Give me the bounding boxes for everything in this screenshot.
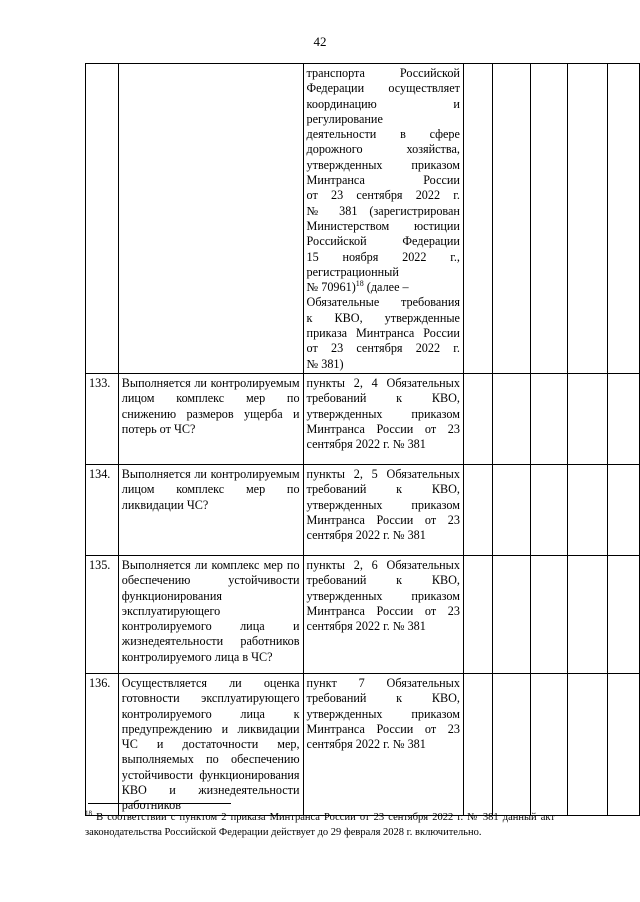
- reference-line: деятельности в сфере: [306, 127, 460, 142]
- empty-cell: [493, 373, 531, 464]
- empty-cell: [493, 673, 531, 815]
- empty-cell: [463, 464, 492, 555]
- footnote-marker: 18: [85, 809, 92, 818]
- empty-cell: [568, 673, 608, 815]
- empty-cell: [463, 373, 492, 464]
- question-cell: Выполняется ли контролируемым лицом комплекс мер по ликвидации ЧС?: [118, 464, 303, 555]
- empty-cell: [568, 464, 608, 555]
- reference-line: Обязательные требования: [306, 295, 460, 310]
- empty-cell: [493, 464, 531, 555]
- page-number: 42: [313, 34, 327, 49]
- empty-cell: [568, 555, 608, 673]
- empty-cell: [530, 64, 568, 374]
- table-row: [86, 373, 640, 464]
- reference-line-with-footnote: [307, 280, 460, 295]
- empty-cell: [608, 673, 640, 815]
- row-number: 134.: [86, 464, 119, 555]
- empty-cell: [530, 673, 568, 815]
- empty-cell: [568, 373, 608, 464]
- reference-line: от 23 сентября 2022 г.: [306, 341, 460, 356]
- table-row: [86, 555, 640, 673]
- reference-cell: пункты 2, 4 Обязательных требований к КВО, утвержденных приказом Минтранса России от 23 сентября 2022 г. № 381: [303, 373, 463, 464]
- reference-line: (далее –: [363, 280, 409, 295]
- empty-cell: [530, 555, 568, 673]
- reference-line: Российской Федерации: [306, 234, 460, 249]
- question-cell: Выполняется ли контролируемым лицом комплекс мер по снижению размеров ущерба и потерь от ЧС?: [118, 373, 303, 464]
- empty-cell: [530, 464, 568, 555]
- footnote-ref: 18: [355, 279, 364, 289]
- reference-line: регистрационный: [306, 264, 399, 279]
- empty-cell: [608, 555, 640, 673]
- reference-line: приказа Минтранса России: [306, 326, 460, 341]
- empty-cell: [608, 64, 640, 374]
- reference-line: № 70961): [306, 280, 356, 295]
- reference-line: 15 ноября 2022 г.,: [306, 249, 460, 264]
- reference-cell: [303, 64, 463, 374]
- reference-line: Федерации осуществляет: [306, 81, 460, 96]
- reference-line: к КВО, утвержденные: [306, 310, 460, 325]
- table-row: [86, 464, 640, 555]
- footnote: [85, 811, 555, 840]
- question-cell: Осуществляется ли оценка готовности эксплуатирующего контролируемого лица к предупреждению и ликвидации ЧС и достаточности мер, выполняемых по обеспечению устойчивости функционирования КВО и жизнедеятельности работников: [118, 673, 303, 815]
- row-number: 136.: [86, 673, 119, 815]
- empty-cell: [463, 673, 492, 815]
- empty-cell: [568, 64, 608, 374]
- reference-line: от 23 сентября 2022 г.: [306, 188, 460, 203]
- table-row: [86, 64, 640, 374]
- empty-cell: [463, 64, 492, 374]
- reference-cell: пункты 2, 6 Обязательных требований к КВО, утвержденных приказом Минтранса России от 23 сентября 2022 г. № 381: [303, 555, 463, 673]
- question-cell: Выполняется ли комплекс мер по обеспечению устойчивости функционирования эксплуатирующего контролируемого лица и жизнедеятельности работников контролируемого лица в ЧС?: [118, 555, 303, 673]
- reference-line: № 381 (зарегистрирован: [306, 203, 460, 218]
- row-number: 135.: [86, 555, 119, 673]
- empty-cell: [608, 373, 640, 464]
- reference-line: Министерством юстиции: [306, 218, 460, 233]
- footnote-text: В соответствии с пунктом 2 приказа Минтранса России от 23 сентября 2022 г. № 381 данный акт законодательства Российской Федерации действует до 29 февраля 2028 г. включительно.: [85, 812, 555, 838]
- reference-line: утвержденных приказом: [306, 157, 460, 172]
- reference-line: транспорта Российской: [306, 66, 460, 80]
- empty-cell: [493, 64, 531, 374]
- footnote-divider: [88, 803, 231, 804]
- checklist-table: [85, 63, 640, 816]
- reference-line: регулирование: [306, 111, 383, 126]
- reference-line: № 381): [306, 356, 344, 371]
- reference-line: дорожного хозяйства,: [306, 142, 460, 157]
- empty-cell: [463, 555, 492, 673]
- empty-cell: [608, 464, 640, 555]
- empty-cell: [493, 555, 531, 673]
- reference-cell: пункты 2, 5 Обязательных требований к КВО, утвержденных приказом Минтранса России от 23 сентября 2022 г. № 381: [303, 464, 463, 555]
- reference-cell: пункт 7 Обязательных требований к КВО, утвержденных приказом Минтранса России от 23 сентября 2022 г. № 381: [303, 673, 463, 815]
- reference-line: Минтранса России: [306, 173, 460, 188]
- row-number: 133.: [86, 373, 119, 464]
- reference-line: координацию и: [306, 96, 460, 111]
- question-cell: [118, 64, 303, 374]
- table-row: [86, 673, 640, 815]
- row-number: [86, 64, 119, 374]
- empty-cell: [530, 373, 568, 464]
